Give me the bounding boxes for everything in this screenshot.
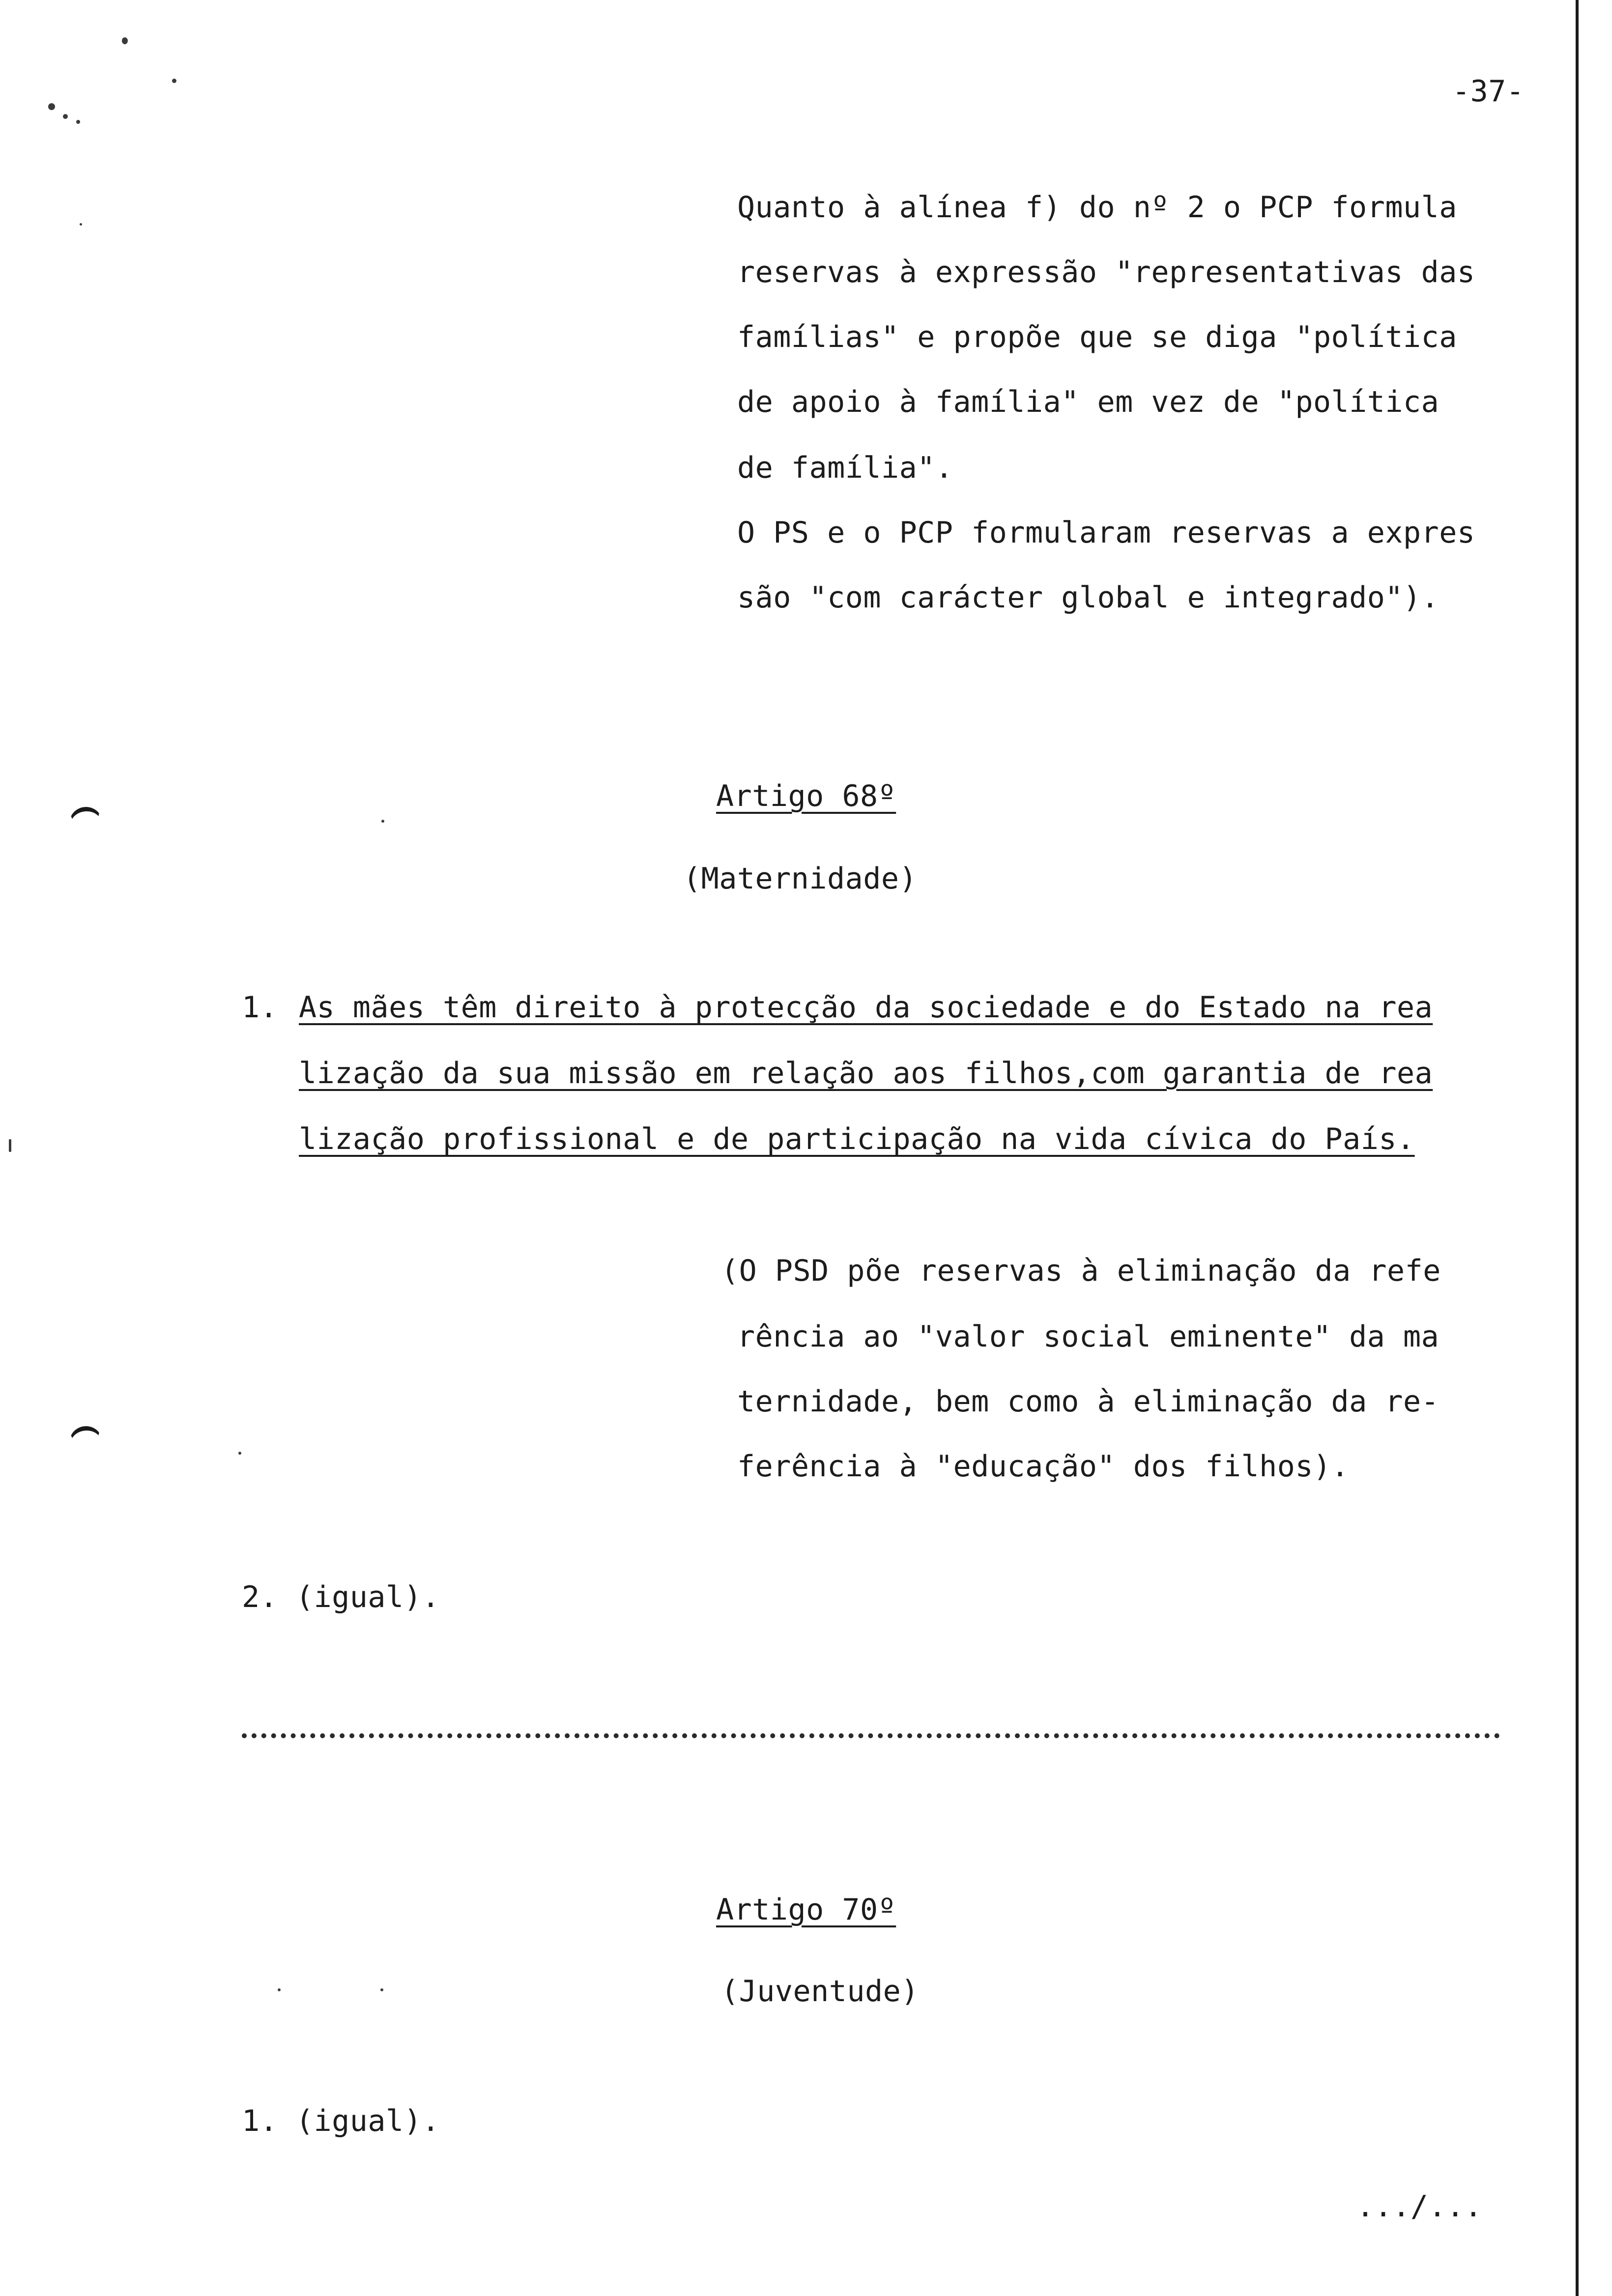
note-line: são "com carácter global e integrado"). — [737, 580, 1439, 615]
scan-speck — [278, 1988, 281, 1991]
scan-speck — [122, 37, 128, 44]
scan-speck — [48, 103, 55, 110]
note-line: de apoio à família" em vez de "política — [737, 385, 1439, 419]
article-70-subtitle: (Juventude) — [721, 1974, 919, 2009]
page-number: -37- — [1452, 74, 1525, 109]
article-68-item1-number: 1. — [242, 990, 278, 1025]
scan-speck — [172, 79, 176, 83]
article-68-subtitle: (Maternidade) — [683, 861, 918, 896]
article-70-heading: Artigo 70º — [716, 1893, 896, 1927]
scan-speck — [9, 1139, 11, 1152]
page-edge-rule — [1576, 0, 1579, 2296]
scan-speck — [63, 114, 68, 119]
note-line: reservas à expressão "representativas das — [737, 255, 1475, 289]
article-68-item1-line: As mães têm direito à protecção da sociedade e do Estado na rea — [299, 990, 1433, 1025]
note-line: O PS e o PCP formularam reservas a expres — [737, 516, 1475, 550]
scan-speck — [80, 223, 82, 226]
psd-note-line: (O PSD põe reservas à eliminação da refe — [721, 1254, 1441, 1288]
article-68-heading: Artigo 68º — [716, 779, 896, 813]
margin-bracket-mark — [68, 805, 104, 833]
continuation-marker: .../... — [1356, 2189, 1483, 2224]
note-line: Quanto à alínea f) do nº 2 o PCP formula — [737, 190, 1457, 225]
article-68-item1-line: lização da sua missão em relação aos filhos,com garantia de rea — [299, 1056, 1433, 1091]
scan-speck — [76, 120, 80, 124]
psd-note-line: ternidade, bem como à eliminação da re- — [737, 1384, 1439, 1419]
note-line: de família". — [737, 451, 953, 485]
article-68-item1-line: lização profissional e de participação na vida cívica do País. — [299, 1122, 1415, 1156]
dotted-separator — [242, 1733, 1500, 1738]
psd-note-line: ferência à "educação" dos filhos). — [737, 1449, 1350, 1484]
margin-bracket-mark — [68, 1425, 104, 1452]
article-68-item2: 2. (igual). — [242, 1580, 440, 1614]
psd-note-line: rência ao "valor social eminente" da ma — [737, 1320, 1439, 1354]
scan-speck — [380, 1988, 383, 1991]
note-line: famílias" e propõe que se diga "política — [737, 320, 1457, 354]
scan-speck — [381, 820, 384, 823]
scan-speck — [238, 1452, 241, 1455]
article-70-item1: 1. (igual). — [242, 2104, 440, 2138]
